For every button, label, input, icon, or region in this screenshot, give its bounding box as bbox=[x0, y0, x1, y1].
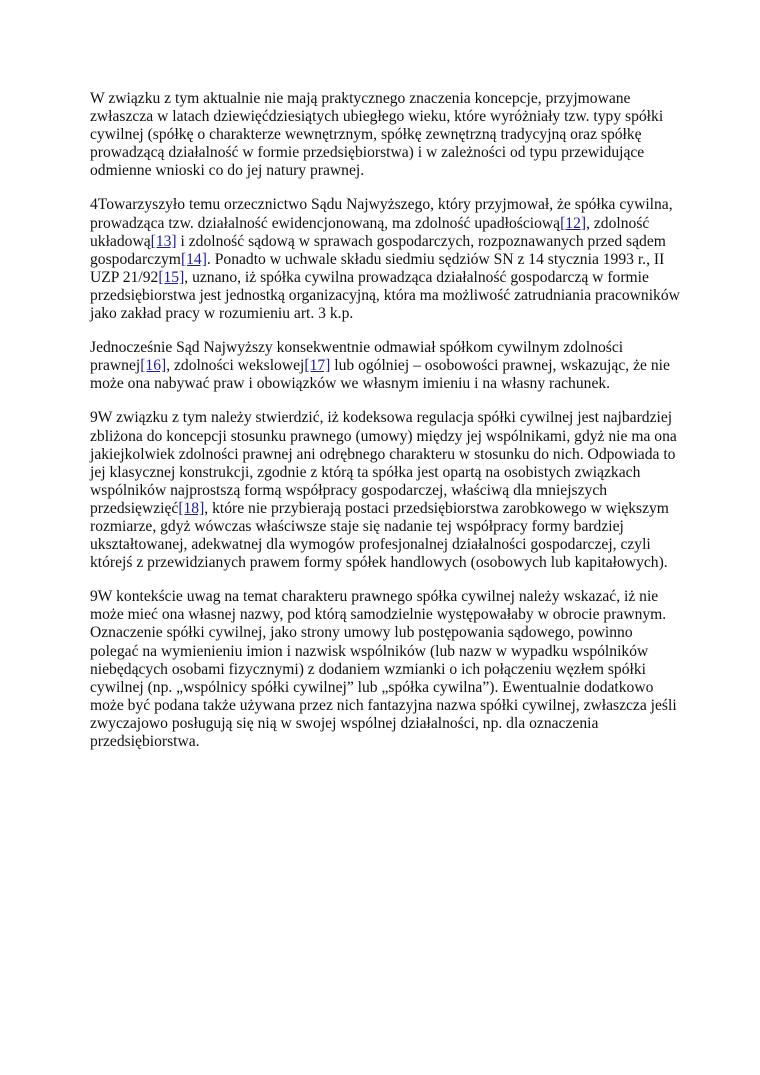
text-run: , zdolność układową bbox=[90, 214, 650, 250]
text-run: 4Towarzyszyło temu orzecznictwo Sądu Najwyższego, który przyjmował, że spółka cywilna, prowadząca tzw. działalność ewidencjonowaną, ma zdolność upadłościową bbox=[90, 196, 673, 232]
footnote-link-14[interactable]: [14] bbox=[180, 250, 207, 268]
paragraph bbox=[90, 196, 680, 323]
footnote-link-17[interactable]: [17] bbox=[304, 357, 331, 375]
text-run: Jednocześnie Sąd Najwyższy konsekwentnie odmawiał spółkom cywilnym zdolności prawnej bbox=[90, 339, 624, 375]
paragraph bbox=[90, 588, 680, 751]
footnote-link-16[interactable]: [16] bbox=[140, 357, 167, 375]
text-run: lub ogólniej – osobowości prawnej, wskazując, że nie może ona nabywać praw i obowiązków we własnym imieniu i na własny rachunek. bbox=[90, 357, 670, 393]
footnote-link-18[interactable]: [18] bbox=[178, 499, 205, 517]
footnote-link-15[interactable]: [15] bbox=[158, 268, 185, 286]
paragraph bbox=[90, 90, 680, 180]
text-run: . Ponadto w uchwale składu siedmiu sędziów SN z 14 stycznia 1993 r., II UZP 21/92 bbox=[90, 250, 665, 286]
text-run: W związku z tym aktualnie nie mają praktycznego znaczenia koncepcje, przyjmowane zwłaszcza w latach dziewięćdziesiątych ubiegłego wieku, które wyróżniały tzw. typy spółki cywilnej (spółkę o charakterze wewnętrznym, spółkę zewnętrzną tradycyjną oraz spółkę prowadzącą działalność w formie przedsiębiorstwa) i w zależności od typu przewidujące odmienne wnioski co do jej natury prawnej. bbox=[90, 90, 664, 180]
paragraph bbox=[90, 339, 680, 393]
text-run: , uznano, iż spółka cywilna prowadząca działalność gospodarczą w formie przedsiębiorstwa jest jednostką organizacyjną, która ma możliwość zatrudniania pracowników jako zakład pracy w rozumieniu art. 3 k.p. bbox=[90, 268, 680, 323]
text-run: 9W związku z tym należy stwierdzić, iż kodeksowa regulacja spółki cywilnej jest najbardziej zbliżona do koncepcji stosunku prawnego (umowy) między jej wspólnikami, gdyż nie ma ona jakiejkolwiek zdolności prawnej ani odrębnego charakteru w stosunku do nich. Odpowiada to jej klasycznej konstrukcji, zgodnie z którą ta spółka jest opartą na osobistych związkach wspólników najprostszą formą współpracy gospodarczej, właściwą dla mniejszych przedsięwzięć bbox=[90, 409, 677, 517]
text-run: , które nie przybierają postaci przedsiębiorstwa zarobkowego w większym rozmiarze, gdyż wówczas właściwsze staje się nadanie tej współpracy formy bardziej ukształtowanej, adekwatnej dla wymogów profesjonalnej działalności gospodarczej, czyli którejś z przewidzianych prawem formy spółek handlowych (osobowych lub kapitałowych). bbox=[90, 499, 669, 572]
text-run: i zdolność sądową w sprawach gospodarczych, rozpoznawanych przed sądem gospodarczym bbox=[90, 232, 666, 268]
paragraph bbox=[90, 409, 680, 572]
footnote-link-12[interactable]: [12] bbox=[560, 214, 587, 232]
text-run: , zdolności wekslowej bbox=[166, 357, 305, 375]
document-body bbox=[90, 90, 680, 767]
text-run: 9W kontekście uwag na temat charakteru prawnego spółka cywilnej należy wskazać, iż nie może mieć ona własnej nazwy, pod którą samodzielnie występowałaby w obrocie prawnym. Oznaczenie spółki cywilnej, jako strony umowy lub postępowania sądowego, powinno polegać na wymienieniu imion i nazwisk wspólników (lub nazw w wypadku wspólników niebędących osobami fizycznymi) z dodaniem wzmianki o ich połączeniu węzłem spółki cywilnej (np. „wspólnicy spółki cywilnej” lub „spółka cywilna”). Ewentualnie dodatkowo może być podana także używana przez nich fantazyjna nazwa spółki cywilnej, zwłaszcza jeśli zwyczajowo posługują się nią w swojej wspólnej działalności, np. dla oznaczenia przedsiębiorstwa. bbox=[90, 588, 677, 750]
footnote-link-13[interactable]: [13] bbox=[150, 232, 177, 250]
